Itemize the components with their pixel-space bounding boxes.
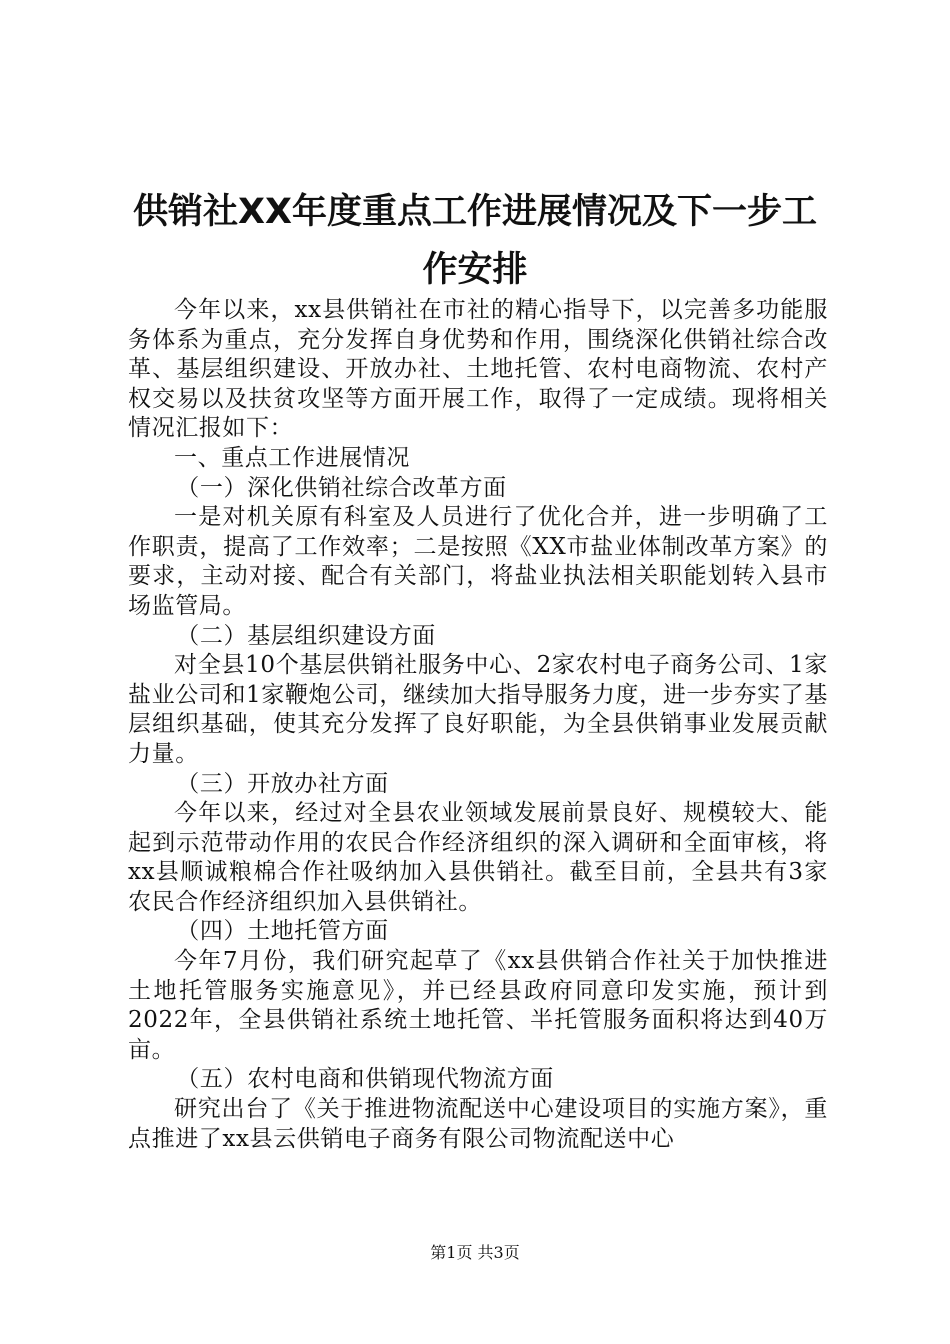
document-title-line-1: 供销社XX年度重点工作进展情况及下一步工	[133, 192, 817, 232]
page-number-footer: 第1页 共3页	[430, 1243, 520, 1262]
document-title-line-2: 作安排	[422, 250, 528, 290]
subsection-heading-3: （三）开放办社方面	[176, 770, 389, 797]
subsection-body-5: 研究出台了《关于推进物流配送中心建设项目的实施方案》，重点推进了xx县云供销电子商务有限公司物流配送中心	[128, 1096, 828, 1152]
subsection-heading-2: （二）基层组织建设方面	[176, 622, 436, 649]
subsection-heading-5: （五）农村电商和供销现代物流方面	[176, 1066, 554, 1093]
intro-paragraph: 今年以来，xx县供销社在市社的精心指导下，以完善多功能服务体系为重点，充分发挥自身优势和作用，围绕深化供销社综合改革、基层组织建设、开放办社、土地托管、农村电商物流、农村产权交易以及扶贫攻坚等方面开展工作，取得了一定成绩。现将相关情况汇报如下：	[128, 297, 828, 442]
subsection-body-3: 今年以来，经过对全县农业领域发展前景良好、规模较大、能起到示范带动作用的农民合作经济组织的深入调研和全面审核，将xx县顺诚粮棉合作社吸纳加入县供销社。截至目前，全县共有3家农民合作经济组织加入县供销社。	[128, 800, 828, 915]
subsection-heading-1: （一）深化供销社综合改革方面	[176, 474, 507, 501]
subsection-body-4: 今年7月份，我们研究起草了《xx县供销合作社关于加快推进土地托管服务实施意见》，并已经县政府同意印发实施，预计到2022年，全县供销社系统土地托管、半托管服务面积将达到40万亩。	[128, 948, 828, 1063]
subsection-heading-4: （四）土地托管方面	[176, 918, 389, 945]
document-body	[128, 296, 828, 1154]
subsection-body-2: 对全县10个基层供销社服务中心、2家农村电子商务公司、1家盐业公司和1家鞭炮公司，继续加大指导服务力度，进一步夯实了基层组织基础，使其充分发挥了良好职能，为全县供销事业发展贡献力量。	[128, 652, 828, 767]
subsection-body-1: 一是对机关原有科室及人员进行了优化合并，进一步明确了工作职责，提高了工作效率；二是按照《XX市盐业体制改革方案》的要求，主动对接、配合有关部门，将盐业执法相关职能划转入县市场监管局。	[128, 504, 828, 619]
section-heading-1: 一、重点工作进展情况	[174, 444, 410, 471]
